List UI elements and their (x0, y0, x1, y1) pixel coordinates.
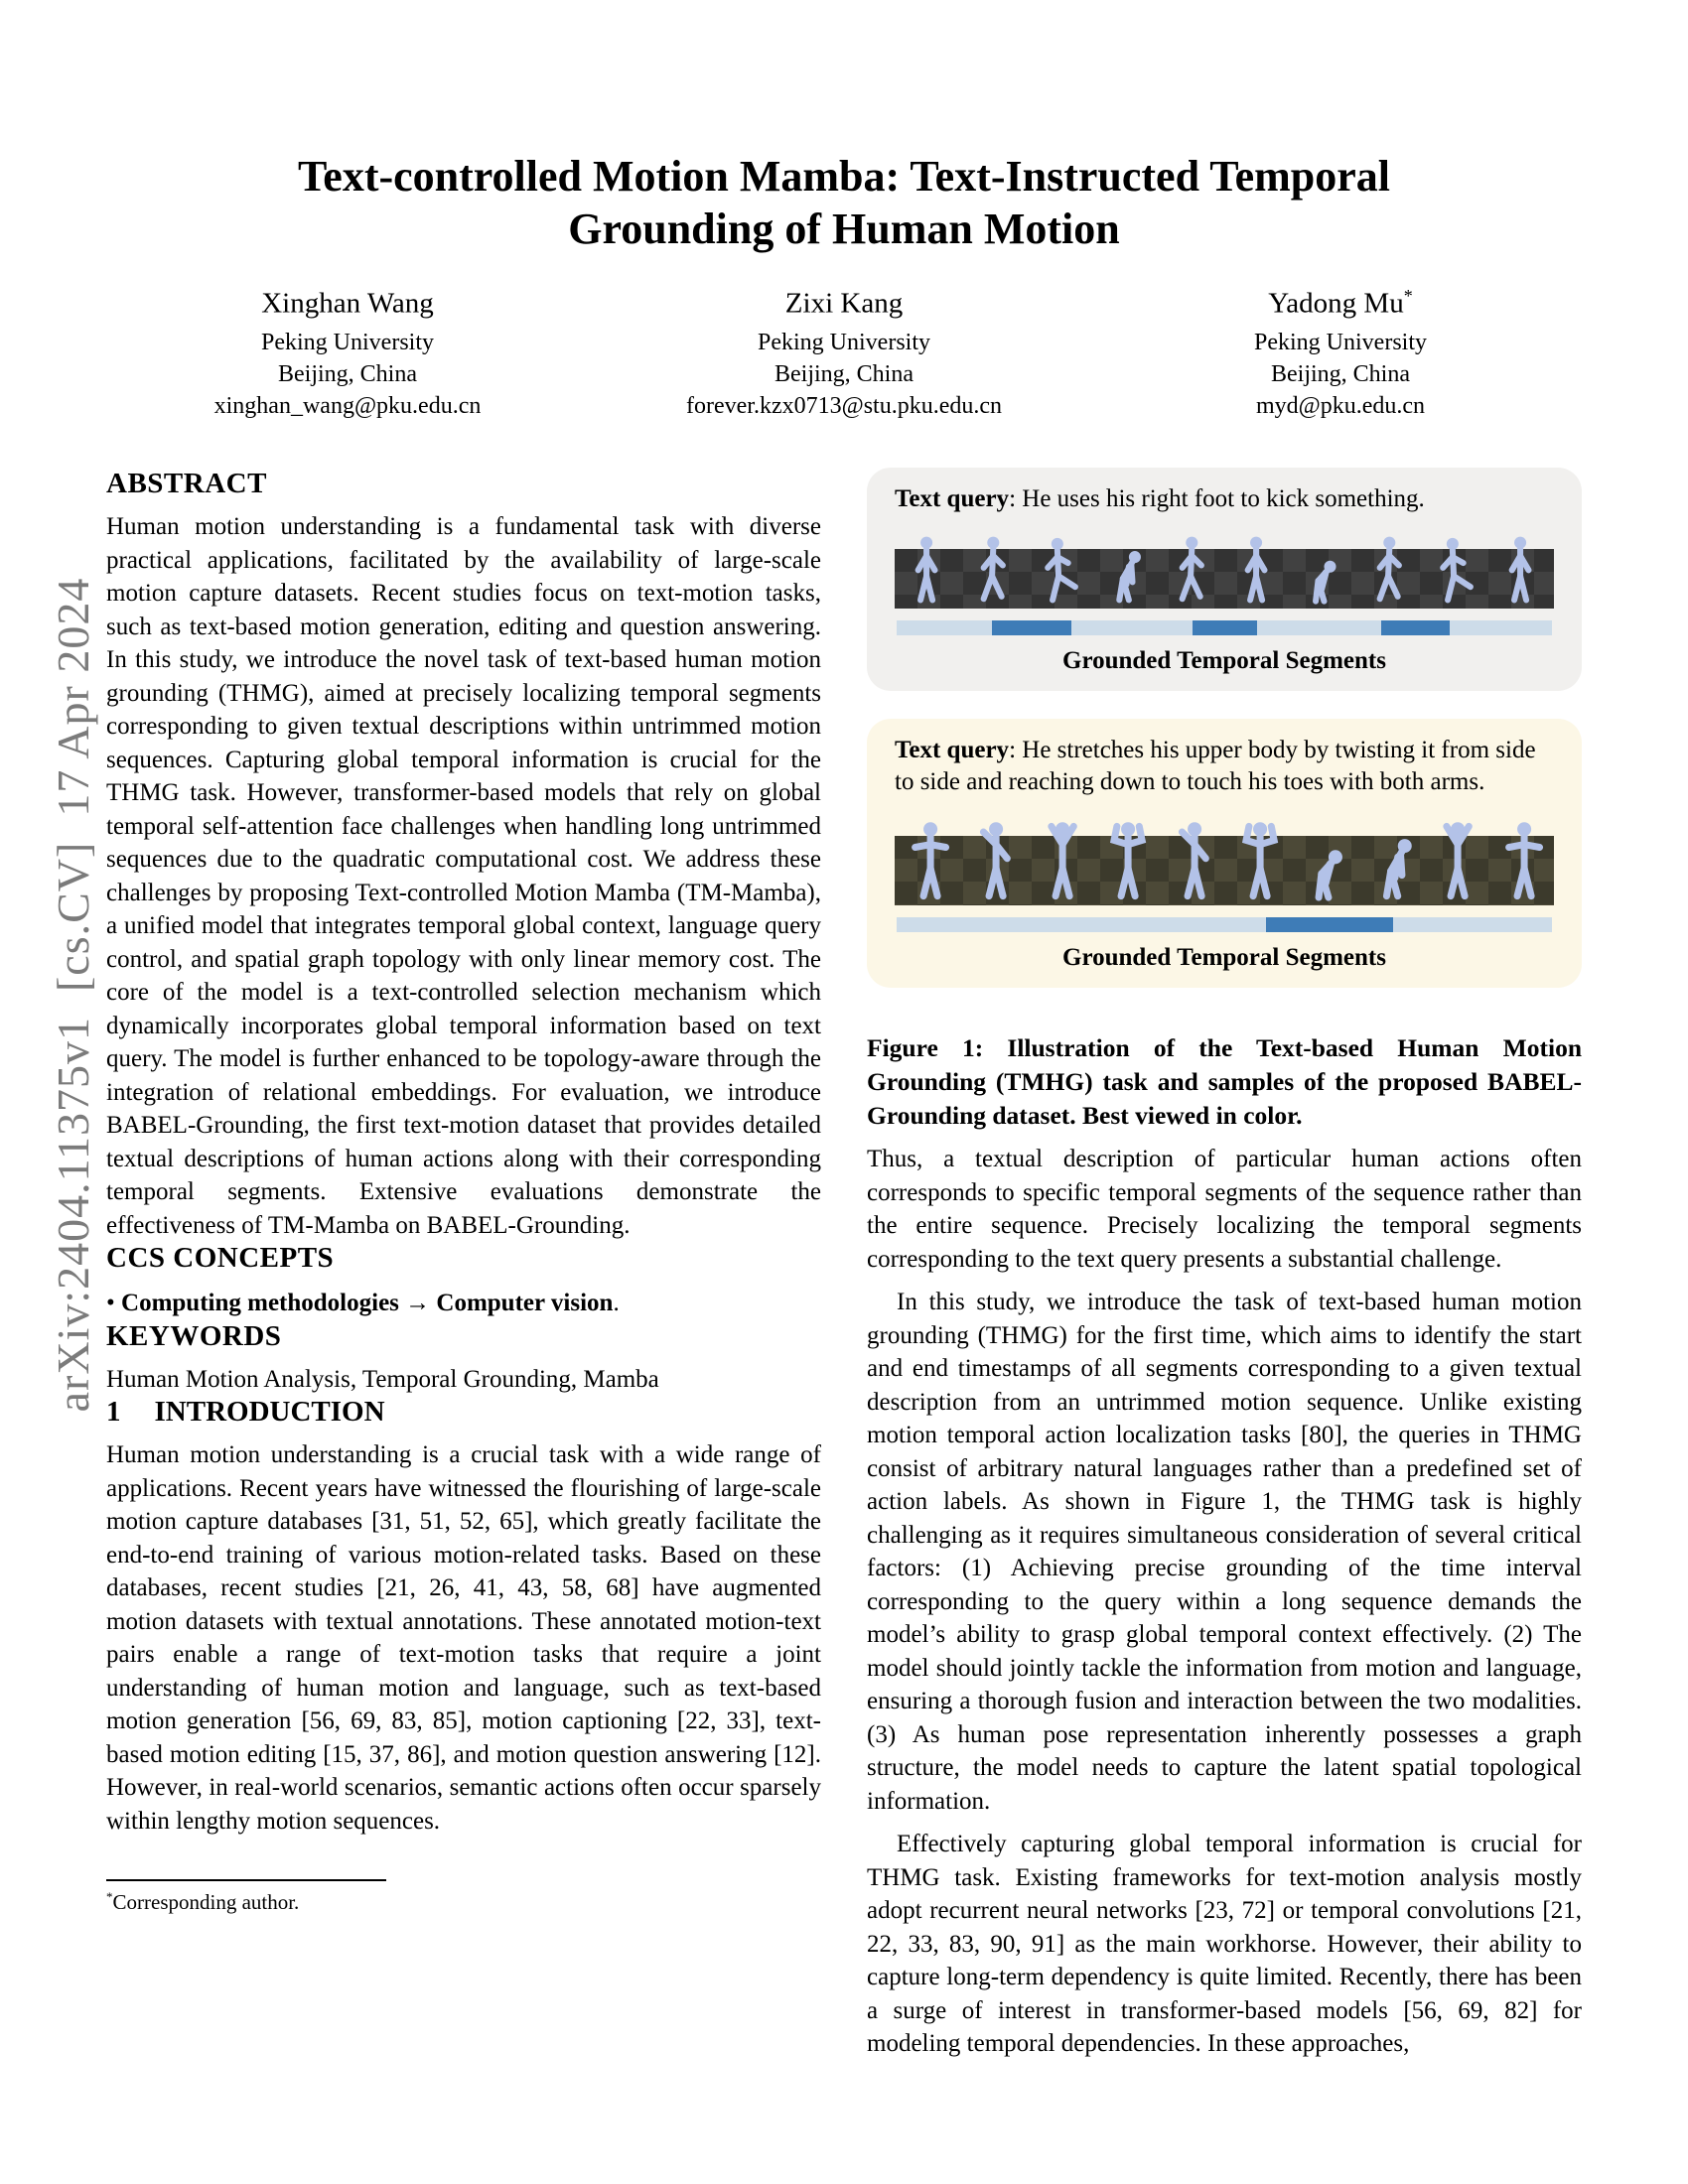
keywords-text: Human Motion Analysis, Temporal Grounding, Mamba (106, 1365, 659, 1393)
motion-sequence-strip-1 (895, 525, 1554, 609)
keywords-heading: KEYWORDS (106, 1319, 282, 1352)
title-line-1: Text-controlled Motion Mamba: Text-Instructed Temporal (298, 152, 1390, 201)
author-name: Zixi Kang (784, 287, 904, 320)
human-figure (1298, 533, 1345, 605)
figure1-caption: Figure 1: Illustration of the Text-based Human Motion Grounding (TMHG) task and samples of the proposed BABEL-Grounding dataset. Best viewed in color. (867, 1033, 1582, 1131)
footnote-rule (106, 1879, 386, 1881)
human-figure (968, 533, 1016, 605)
human-figure (1430, 533, 1477, 605)
figure1-sample-kick (867, 468, 1582, 691)
human-figure (1035, 533, 1082, 605)
human-figure (1167, 818, 1222, 901)
author-1 (99, 286, 596, 423)
grounded-segments-label-1: Grounded Temporal Segments (1062, 647, 1386, 675)
introduction-text: Human motion understanding is a crucial task with a wide range of applications. Recent years have witnessed the flourishing of large-scale motion capture databases [31, 51, 52, 65], which greatly facilitate the end-to-end training of various motion-related tasks. Based on these databases, recent studies [21, 26, 41, 43, 58, 68] have augmented motion datasets with textual annotations. These annotated motion-text pairs enable a range of text-motion tasks that require a joint understanding of human motion and language, such as text-based motion generation [56, 69, 83, 85], motion captioning [22, 33], text-based motion editing [15, 37, 86], and motion question answering [12]. However, in real-world scenarios, semantic actions often occur sparsely within lengthy motion sequences. (106, 1441, 821, 1835)
author-location: Beijing, China (1271, 361, 1410, 388)
footnote (106, 1879, 821, 1915)
human-figure (1364, 533, 1412, 605)
grounded-segment-bar (1193, 620, 1257, 635)
motion-sequence-strip-2 (895, 808, 1554, 905)
human-figure (1100, 818, 1156, 901)
two-column-body (0, 468, 1688, 2061)
human-figure (1035, 818, 1090, 901)
author-affiliation: Peking University (1254, 330, 1427, 356)
author-2 (596, 286, 1092, 423)
human-figure (1167, 533, 1214, 605)
text-query-2: Text query: He stretches his upper body by twisting it from side to side and reaching down to touch his toes with both arms. (895, 737, 1536, 796)
author-3 (1092, 286, 1589, 423)
author-email: myd@pku.edu.cn (1255, 393, 1426, 420)
body-paragraph-2: In this study, we introduce the task of text-based human motion grounding (THMG) for the first time, which aims to identify the start and end timestamps of all segments corresponding to a given textual description from an untrimmed motion sequence. Unlike existing motion temporal action localization tasks [80], the queries in THMG consist of arbitrary natural languages rather than a predefined set of action labels. As shown in Figure 1, the THMG task is highly challenging as it requires simultaneous consideration of several critical factors: (1) Achieving precise grounding of the time interval corresponding to the query within a long sequence demands the model’s ability to grasp global temporal context effectively. (2) The model should jointly tackle the information from motion and language, ensuring a thorough fusion and interaction between the two modalities. (3) As human pose representation inherently possesses a graph structure, the model needs to capture the latent spatial topological information. (867, 1289, 1582, 1815)
ccs-concepts-text: Computing methodologies → Computer vision (121, 1290, 614, 1317)
author-email: xinghan_wang@pku.edu.cn (213, 393, 482, 420)
author-name: Xinghan Wang (261, 287, 434, 320)
introduction-heading (106, 1396, 821, 1429)
right-column (867, 468, 1582, 2061)
human-figure (968, 818, 1024, 901)
author-block (99, 286, 1589, 423)
human-figure (903, 533, 950, 605)
grounded-segments-label-2: Grounded Temporal Segments (1062, 944, 1386, 972)
human-figure (1496, 533, 1544, 605)
human-figure (1430, 818, 1485, 901)
arxiv-watermark: arXiv:2404.11375v1 [cs.CV] 17 Apr 2024 (48, 577, 98, 1413)
ccs-heading: CCS CONCEPTS (106, 1242, 335, 1275)
page-title (139, 151, 1549, 256)
abstract-heading: ABSTRACT (106, 468, 267, 500)
title-line-2: Grounding of Human Motion (568, 204, 1120, 253)
grounded-timeline-2 (897, 917, 1552, 932)
section-title: INTRODUCTION (154, 1396, 385, 1429)
bullet-glyph: • (106, 1290, 115, 1317)
human-figure (1100, 533, 1148, 605)
grounded-segment-bar (992, 620, 1070, 635)
footnote-text: *Corresponding author. (106, 1889, 300, 1915)
abstract-text: Human motion understanding is a fundamental task with diverse practical applications, facilitated by the availability of large-scale motion capture datasets. Recent studies focus on text-motion tasks, such as text-based motion generation, editing and question answering. In this study, we introduce the novel task of text-based human motion grounding (THMG), aimed at precisely localizing temporal segments corresponding to given textual descriptions within untrimmed motion sequences. Capturing global temporal information is crucial for the THMG task. However, transformer-based models that rely on global temporal self-attention face challenges when handling long untrimmed sequences due to the quadratic computational cost. We address these challenges by proposing Text-controlled Motion Mamba (TM-Mamba), a unified model that integrates temporal global context, language query control, and spatial graph topology with only linear memory cost. The core of the model is a text-controlled selection mechanism which dynamically incorporates global temporal information based on text query. The model is further enhanced to be topology-aware through the integration of relational embeddings. For evaluation, we introduce BABEL-Grounding, the first text-motion dataset that provides detailed textual descriptions of human actions along with their corresponding temporal segments. Extensive evaluations demonstrate the effectiveness of TM-Mamba on BABEL-Grounding. (106, 513, 821, 1239)
human-figure (1364, 818, 1420, 901)
author-name: Yadong Mu* (1268, 285, 1413, 320)
body-paragraph-1: Thus, a textual description of particular human actions often corresponds to specific temporal segments of the sequence rather than the entire sequence. Precisely localizing the temporal segments corresponding to the text query presents a substantial challenge. (867, 1146, 1582, 1273)
section-number: 1 (106, 1396, 121, 1429)
author-location: Beijing, China (774, 361, 914, 388)
body-paragraph-3: Effectively capturing global temporal information is crucial for THMG task. Existing frameworks for text-motion analysis mostly adopt recurrent neural networks [23, 72] or temporal convolutions [21, 22, 33, 83, 90, 91] as the main workhorse. However, their ability to capture long-term dependency is quite limited. Recently, there has been a surge of interest in transformer-based models [56, 69, 82] for modeling temporal dependencies. In these approaches, (867, 1831, 1582, 2058)
left-column (106, 468, 821, 2061)
ccs-concepts-line: • Computing methodologies → Computer vision. (106, 1290, 620, 1317)
human-figure (1232, 533, 1280, 605)
figure1-sample-stretch (867, 719, 1582, 988)
author-affiliation: Peking University (758, 330, 930, 356)
grounded-segment-bar (1266, 917, 1393, 932)
figure-1 (867, 468, 1582, 1133)
grounded-segment-bar (1381, 620, 1450, 635)
author-email: forever.kzx0713@stu.pku.edu.cn (685, 393, 1003, 420)
text-query-1: Text query: He uses his right foot to kick something. (895, 485, 1425, 513)
author-affiliation: Peking University (261, 330, 434, 356)
human-figure (903, 818, 958, 901)
human-figure (1232, 818, 1288, 901)
grounded-timeline-1 (897, 620, 1552, 635)
human-figure (1496, 818, 1552, 901)
human-figure (1298, 818, 1353, 901)
author-location: Beijing, China (278, 361, 417, 388)
